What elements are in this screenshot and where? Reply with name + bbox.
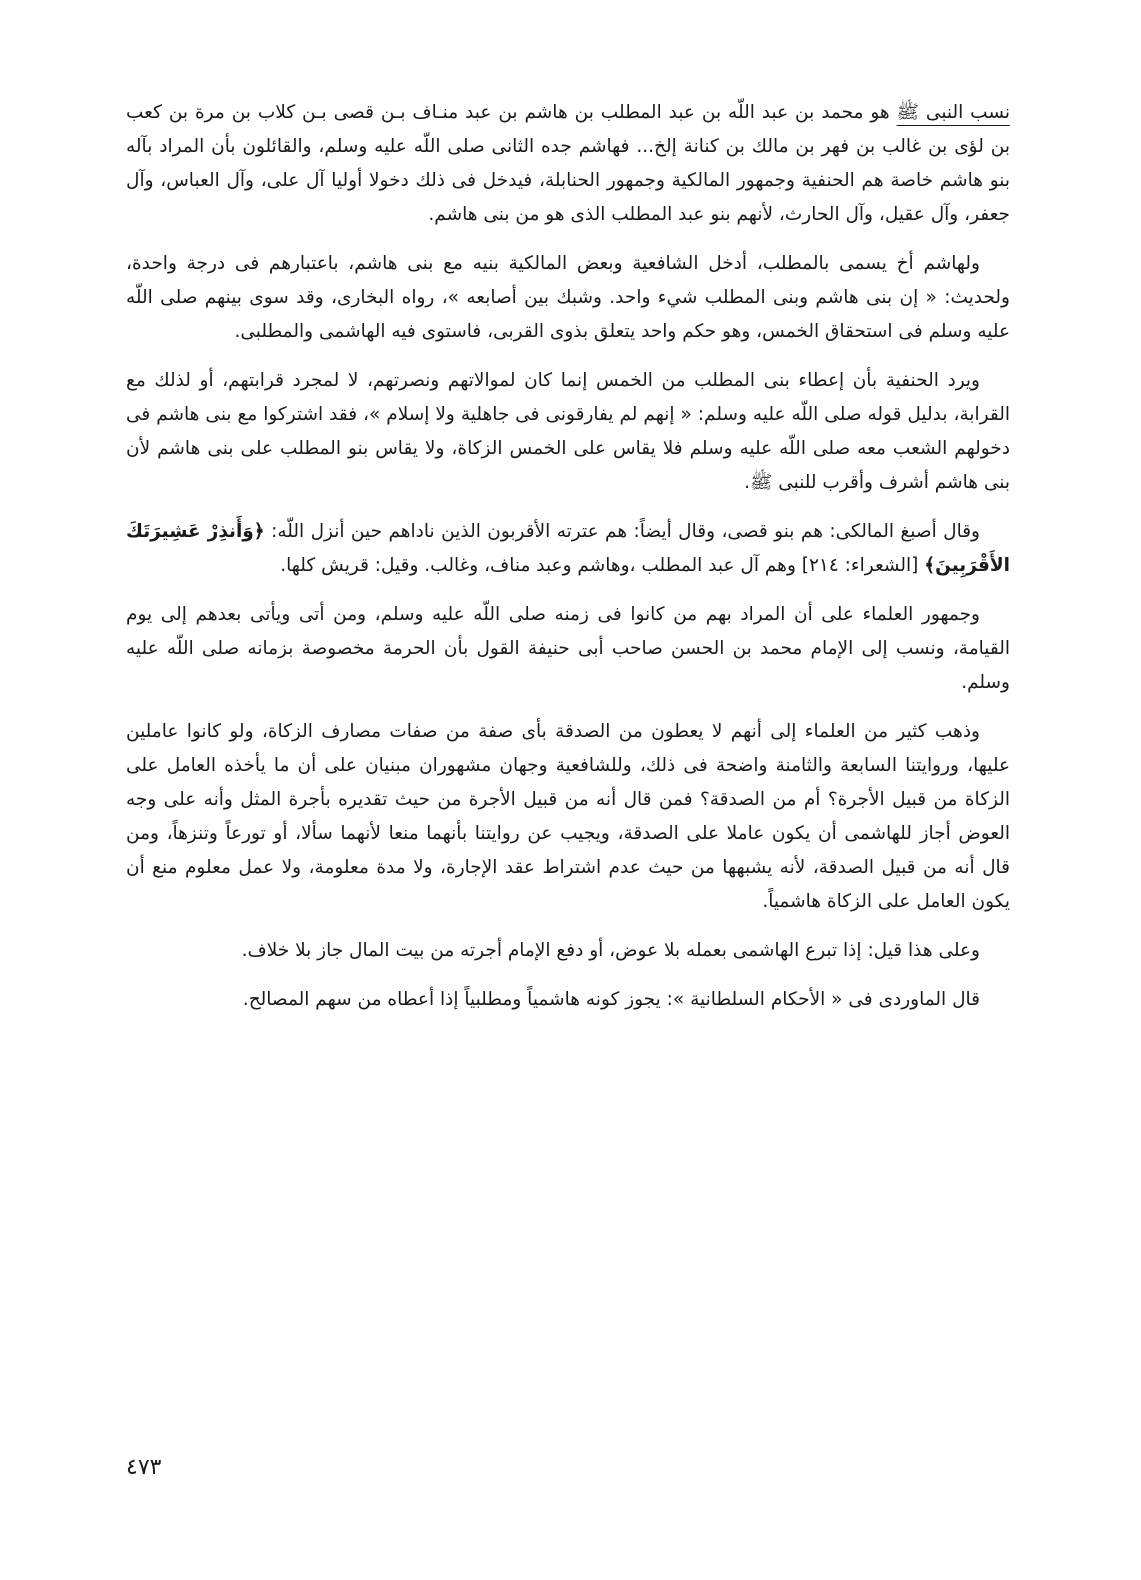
paragraph-1 — [126, 96, 1010, 232]
paragraph-3: ويرد الحنفية بأن إعطاء بنى المطلب من الخمس إنما كان لموالاتهم ونصرتهم، لا لمجرد قرابتهم، أو لذلك مع القرابة، بدليل قوله صلى اللّه عليه وسلم: « إنهم لم يفارقونى فى جاهلية ولا إسلام »، فقد اشتركوا مع بنى هاشم فى دخولهم الشعب معه صلى اللّه عليه وسلم فلا يقاس على الخمس الزكاة، ولا يقاس بنو المطلب على بنى هاشم لأن بنى هاشم أشرف وأقرب للنبى ﷺ. — [126, 370, 1010, 493]
paragraph-5: وجمهور العلماء على أن المراد بهم من كانوا فى زمنه صلى اللّه عليه وسلم، ومن أتى ويأتى بعدهم إلى يوم القيامة، ونسب إلى الإمام محمد بن الحسن صاحب أبى حنيفة القول بأن الحرمة مخصوصة بزمانه صلى اللّه عليه وسلم. — [126, 604, 1010, 693]
paragraph-7: وعلى هذا قيل: إذا تبرع الهاشمى بعمله بلا عوض، أو دفع الإمام أجرته من بيت المال جاز بلا خلاف. — [241, 940, 980, 961]
page-number: ٤٧٣ — [126, 1455, 162, 1480]
body-text — [126, 96, 1010, 1032]
paragraph-1-text: هو محمد بن عبد اللّه بن عبد المطلب بن هاشم بن عبد منـاف بـن قصى بـن كلاب بن مرة بن كعب بن لؤى بن غالب بن فهر بن مالك بن كنانة إلخ... فهاشم جده الثانى صلى اللّه عليه وسلم، والقائلون بأن المراد بآله بنو هاشم خاصة هم الحنفية وجمهور المالكية وجمهور الحنابلة، فيدخل فى ذلك دخولا أوليا آل على، وآل العباس، وآل جعفر، وآل عقيل، وآل الحارث، لأنهم بنو عبد المطلب الذى هو من بنى هاشم. — [126, 102, 1010, 225]
quran-verse: ﴿وَأَنذِرْ عَشِيرَتَكَ الأَقْرَبِينَ﴾ — [126, 521, 1010, 576]
paragraph-2: ولهاشم أخ يسمى بالمطلب، أدخل الشافعية وبعض المالكية بنيه مع بنى هاشم، باعتبارهم فى درجة واحدة، ولحديث: « إن بنى هاشم وبنى المطلب شيء واحد. وشبك بين أصابعه »، رواه البخارى، وقد سوى بينهم صلى اللّه عليه وسلم فى استحقاق الخمس، وهو حكم واحد يتعلق بذوى القربى، فاستوى فيه الهاشمى والمطلبى. — [126, 253, 1010, 342]
paragraph-4-after: [الشعراء: ٢١٤] وهم آل عبد المطلب ،وهاشم وعبد مناف، وغالب. وقيل: قريش كلها. — [280, 555, 925, 576]
paragraph-4 — [126, 515, 1010, 583]
paragraph-8: قال الماوردى فى « الأحكام السلطانية »: يجوز كونه هاشمياً ومطلبياً إذا أعطاه من سهم المصالح. — [242, 989, 980, 1010]
paragraph-4-before: وقال أصبغ المالكى: هم بنو قصى، وقال أيضاً: هم عترته الأقربون الذين ناداهم حين أنزل اللّه: — [264, 521, 980, 542]
paragraph-6: وذهب كثير من العلماء إلى أنهم لا يعطون من الصدقة بأى صفة من صفات مصارف الزكاة، ولو كانوا عاملين عليها، وروايتنا السابعة والثامنة واضحة فى ذلك، وللشافعية وجهان مشهوران مبنيان على أن ما يأخذه العامل على الزكاة من قبيل الأجرة؟ أم من الصدقة؟ فمن قال أنه من قبيل الأجرة من حيث تقديره بأجرة المثل وأنه على وجه العوض أجاز للهاشمى أن يكون عاملا على الصدقة، ويجيب عن روايتنا بأنهما منعا لأنهما سألا، أو تورعاً وتنزهاً، ومن قال أنه من قبيل الصدقة، لأنه يشبهها من حيث عدم اشتراط عقد الإجارة، ولا مدة معلومة، ولا عمل معلوم منع أن يكون العامل على الزكاة هاشمياً. — [126, 721, 1010, 912]
term-nasab-heading: نسب النبى ﷺ — [896, 102, 1010, 123]
